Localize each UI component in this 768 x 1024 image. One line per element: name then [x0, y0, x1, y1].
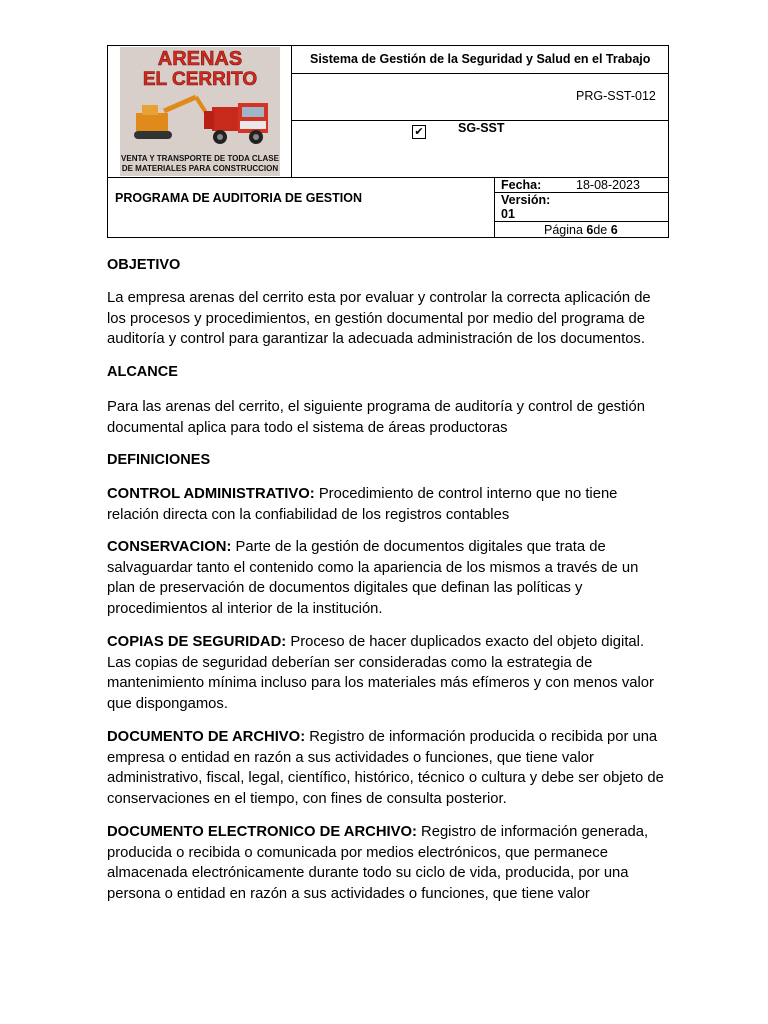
- program-title: PROGRAMA DE AUDITORIA DE GESTION: [115, 191, 363, 205]
- svg-text:VENTA Y TRANSPORTE DE TODA CLA: VENTA Y TRANSPORTE DE TODA CLASE: [121, 154, 279, 163]
- page-indicator: [544, 223, 618, 237]
- definition-term: DOCUMENTO DE ARCHIVO:: [107, 729, 306, 745]
- definiciones-heading: DEFINICIONES: [107, 452, 211, 468]
- page-current: 6: [586, 223, 594, 237]
- definition-term: CONSERVACION:: [107, 539, 232, 555]
- header-divider: [291, 73, 669, 74]
- fecha-label: Fecha:: [501, 178, 542, 192]
- svg-text:ARENAS: ARENAS: [157, 48, 243, 70]
- svg-text:DE MATERIALES PARA CONSTRUCCIO: DE MATERIALES PARA CONSTRUCCION: [121, 164, 279, 173]
- definition-term: DOCUMENTO ELECTRONICO DE ARCHIVO:: [107, 824, 417, 840]
- fecha-value: 18-08-2023: [576, 178, 640, 192]
- definition-item: [107, 537, 667, 619]
- system-title: Sistema de Gestión de la Seguridad y Salud en el Trabajo: [310, 52, 651, 66]
- svg-text:EL CERRITO: EL CERRITO: [142, 69, 258, 90]
- version-label: Versión:: [501, 193, 551, 207]
- definition-text: Registro de información generada, producida o recibida o comunicada por medios electrónicos, que permanece almacenada electrónicamente durante todo su ciclo de vida, producida, por una persona o entidad en razón a sus actividades o funciones, que tiene valor: [107, 824, 649, 902]
- definition-text: Registro de información producida o recibida por una empresa o entidad en razón a sus actividades o funciones, que tiene valor administrativo, fiscal, legal, científico, histórico, técnico o cultura y debe ser objeto de conservaciones en el tiempo, con fines de consulta posterior.: [107, 729, 664, 807]
- objetivo-paragraph: La empresa arenas del cerrito esta por evaluar y controlar la correcta aplicación de los procesos y procedimientos, en gestión documental por medio del programa de auditoría y control para garantizar la adecuada administración de los documentos.: [107, 290, 651, 348]
- header-divider: [494, 177, 495, 238]
- page-total: 6: [610, 223, 618, 237]
- header-divider: [291, 45, 292, 178]
- definition-item: [107, 632, 667, 714]
- alcance-heading: ALCANCE: [107, 364, 178, 380]
- company-logo: [120, 47, 280, 176]
- header-divider: [494, 221, 669, 222]
- definition-item: [107, 822, 667, 904]
- alcance-paragraph: Para las arenas del cerrito, el siguiente programa de auditoría y control de gestión documental aplica para todo el sistema de áreas productoras: [107, 399, 645, 436]
- definition-term: CONTROL ADMINISTRATIVO:: [107, 486, 315, 502]
- sg-sst-label: SG-SST: [458, 121, 505, 135]
- definition-text: Proceso de hacer duplicados exacto del objeto digital. Las copias de seguridad deberían ser consideradas como la estrategia de mantenimiento mínima incluso para los materiales más efímeros y con menos valor que dispongamos.: [107, 634, 654, 712]
- objetivo-heading: OBJETIVO: [107, 257, 181, 273]
- page-prefix: Página: [544, 223, 587, 237]
- definition-item: [107, 727, 667, 809]
- page-mid: de: [593, 223, 611, 237]
- document-code: PRG-SST-012: [576, 89, 656, 103]
- checkbox-checked-icon: ✔: [412, 125, 426, 139]
- definition-text: Parte de la gestión de documentos digitales que trata de salvaguardar tanto el contenido como la apariencia de los mismos a través de un plan de preservación de documentos digitales que definan las políticas y procedimientos al interior de la institución.: [107, 539, 639, 617]
- company-logo-graphic: [120, 47, 280, 176]
- definition-term: COPIAS DE SEGURIDAD:: [107, 634, 287, 650]
- version-value: 01: [501, 207, 515, 221]
- definition-text: Procedimiento de control interno que no tiene relación directa con la confiabilidad de los registros contables: [107, 486, 618, 523]
- definition-item: [107, 484, 667, 525]
